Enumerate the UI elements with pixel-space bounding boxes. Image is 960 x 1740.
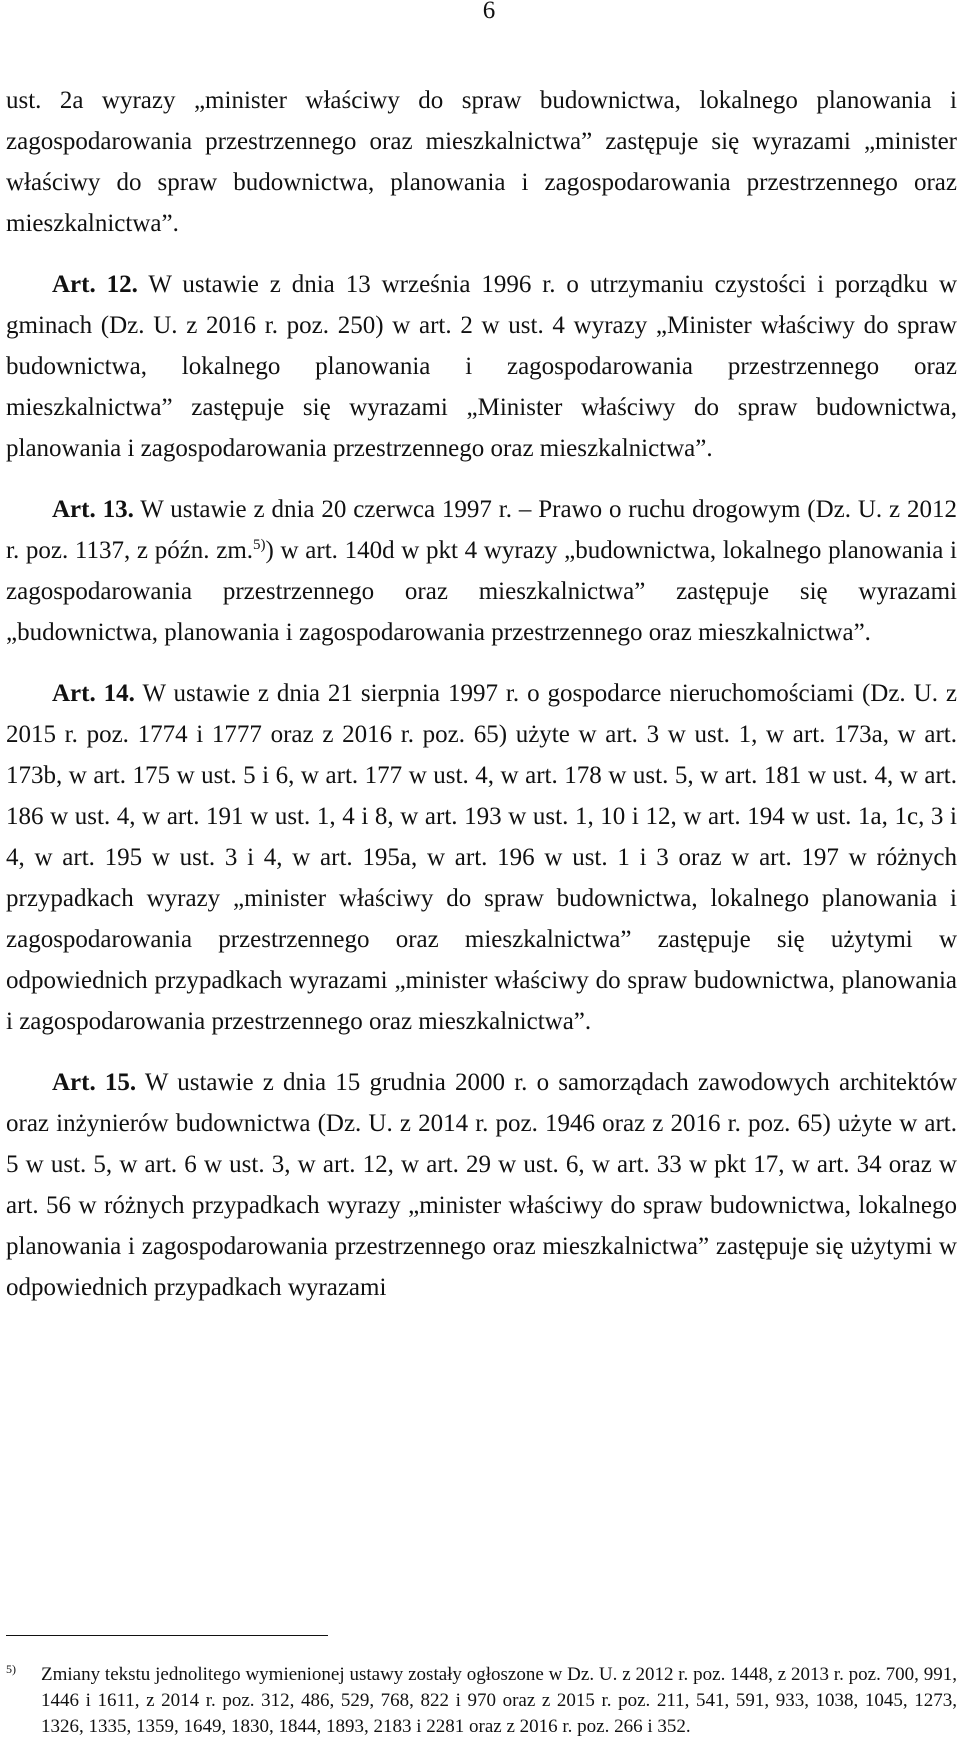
- page-number: 6: [482, 0, 496, 24]
- footnote-separator: [6, 1635, 328, 1636]
- article-14-text: W ustawie z dnia 21 sierpnia 1997 r. o gospodarce nieruchomościami (Dz. U. z 2015 r. poz. 1774 i 1777 oraz z 2016 r. poz. 65) użyte w art. 3 w ust. 1, w art. 173a, w art. 173b, w art. 175 w ust. 5 i 6, w art. 177 w ust. 4, w art. 178 w ust. 5, w art. 181 w ust. 4, w art. 186 w ust. 4, w art. 191 w ust. 1, 4 i 8, w art. 193 w ust. 1, 10 i 12, w art. 194 w ust. 1a, 1c, 3 i 4, w art. 195 w ust. 3 i 4, w art. 195a, w art. 196 w ust. 1 i 3 oraz w art. 197 w różnych przypadkach wyrazy „minister właściwy do spraw budownictwa, lokalnego planowania i zagospodarowania przestrzennego oraz mieszkalnictwa” zastępuje się użytymi w odpowiednich przypadkach wyrazami „minister właściwy do spraw budownictwa, planowania i zagospodarowania przestrzennego oraz mieszkalnictwa”.: [6, 680, 957, 1035]
- article-12: [6, 264, 957, 469]
- article-13-label: Art. 13.: [52, 496, 134, 523]
- article-13-text-after: ) w art. 140d w pkt 4 wyrazy „budownictwa, lokalnego planowania i zagospodarowania przestrzennego oraz mieszkalnictwa” zastępuje się wyrazami „budownictwa, planowania i zagospodarowania przestrzennego oraz mieszkalnictwa”.: [6, 537, 957, 646]
- document-body: [6, 80, 957, 1308]
- article-15-label: Art. 15.: [52, 1069, 137, 1096]
- article-15-text: W ustawie z dnia 15 grudnia 2000 r. o samorządach zawodowych architektów oraz inżynierów budownictwa (Dz. U. z 2014 r. poz. 1946 oraz z 2016 r. poz. 65) użyte w art. 5 w ust. 5, w art. 6 w ust. 3, w art. 12, w art. 29 w ust. 6, w art. 33 w pkt 17, w art. 34 oraz w art. 56 w różnych przypadkach wyrazy „minister właściwy do spraw budownictwa, lokalnego planowania i zagospodarowania przestrzennego oraz mieszkalnictwa” zastępuje się użytymi w odpowiednich przypadkach wyrazami: [6, 1069, 957, 1301]
- footnote-marker: 5): [6, 1662, 16, 1676]
- footnote: [6, 1662, 957, 1740]
- article-12-text: W ustawie z dnia 13 września 1996 r. o utrzymaniu czystości i porządku w gminach (Dz. U. z 2016 r. poz. 250) w art. 2 w ust. 4 wyrazy „Minister właściwy do spraw budownictwa, lokalnego planowania i zagospodarowania przestrzennego oraz mieszkalnictwa” zastępuje się wyrazami „Minister właściwy do spraw budownictwa, planowania i zagospodarowania przestrzennego oraz mieszkalnictwa”.: [6, 271, 958, 462]
- article-13-text-before: W ustawie z dnia 20 czerwca 1997 r. – Prawo o ruchu drogowym (Dz. U. z 2012 r. poz. 1137, z późn. zm.: [6, 496, 957, 564]
- article-14: [6, 673, 957, 1042]
- footnote-text: Zmiany tekstu jednolitego wymienionej ustawy zostały ogłoszone w Dz. U. z 2012 r. poz. 1448, z 2013 r. poz. 700, 991, 1446 i 1611, z 2014 r. poz. 312, 486, 529, 768, 822 i 970 oraz z 2015 r. poz. 211, 541, 591, 933, 1038, 1045, 1273, 1326, 1335, 1359, 1649, 1830, 1844, 1893, 2183 i 2281 oraz z 2016 r. poz. 266 i 352.: [41, 1664, 957, 1737]
- footnote-reference[interactable]: 5): [253, 537, 266, 553]
- article-13: [6, 489, 957, 653]
- article-12-label: Art. 12.: [52, 271, 138, 298]
- article-14-label: Art. 14.: [52, 680, 135, 707]
- article-15: [6, 1062, 957, 1308]
- paragraph-continuation: ust. 2a wyrazy „minister właściwy do spraw budownictwa, lokalnego planowania i zagospodarowania przestrzennego oraz mieszkalnictwa” zastępuje się wyrazami „minister właściwy do spraw budownictwa, planowania i zagospodarowania przestrzennego oraz mieszkalnictwa”.: [6, 87, 957, 237]
